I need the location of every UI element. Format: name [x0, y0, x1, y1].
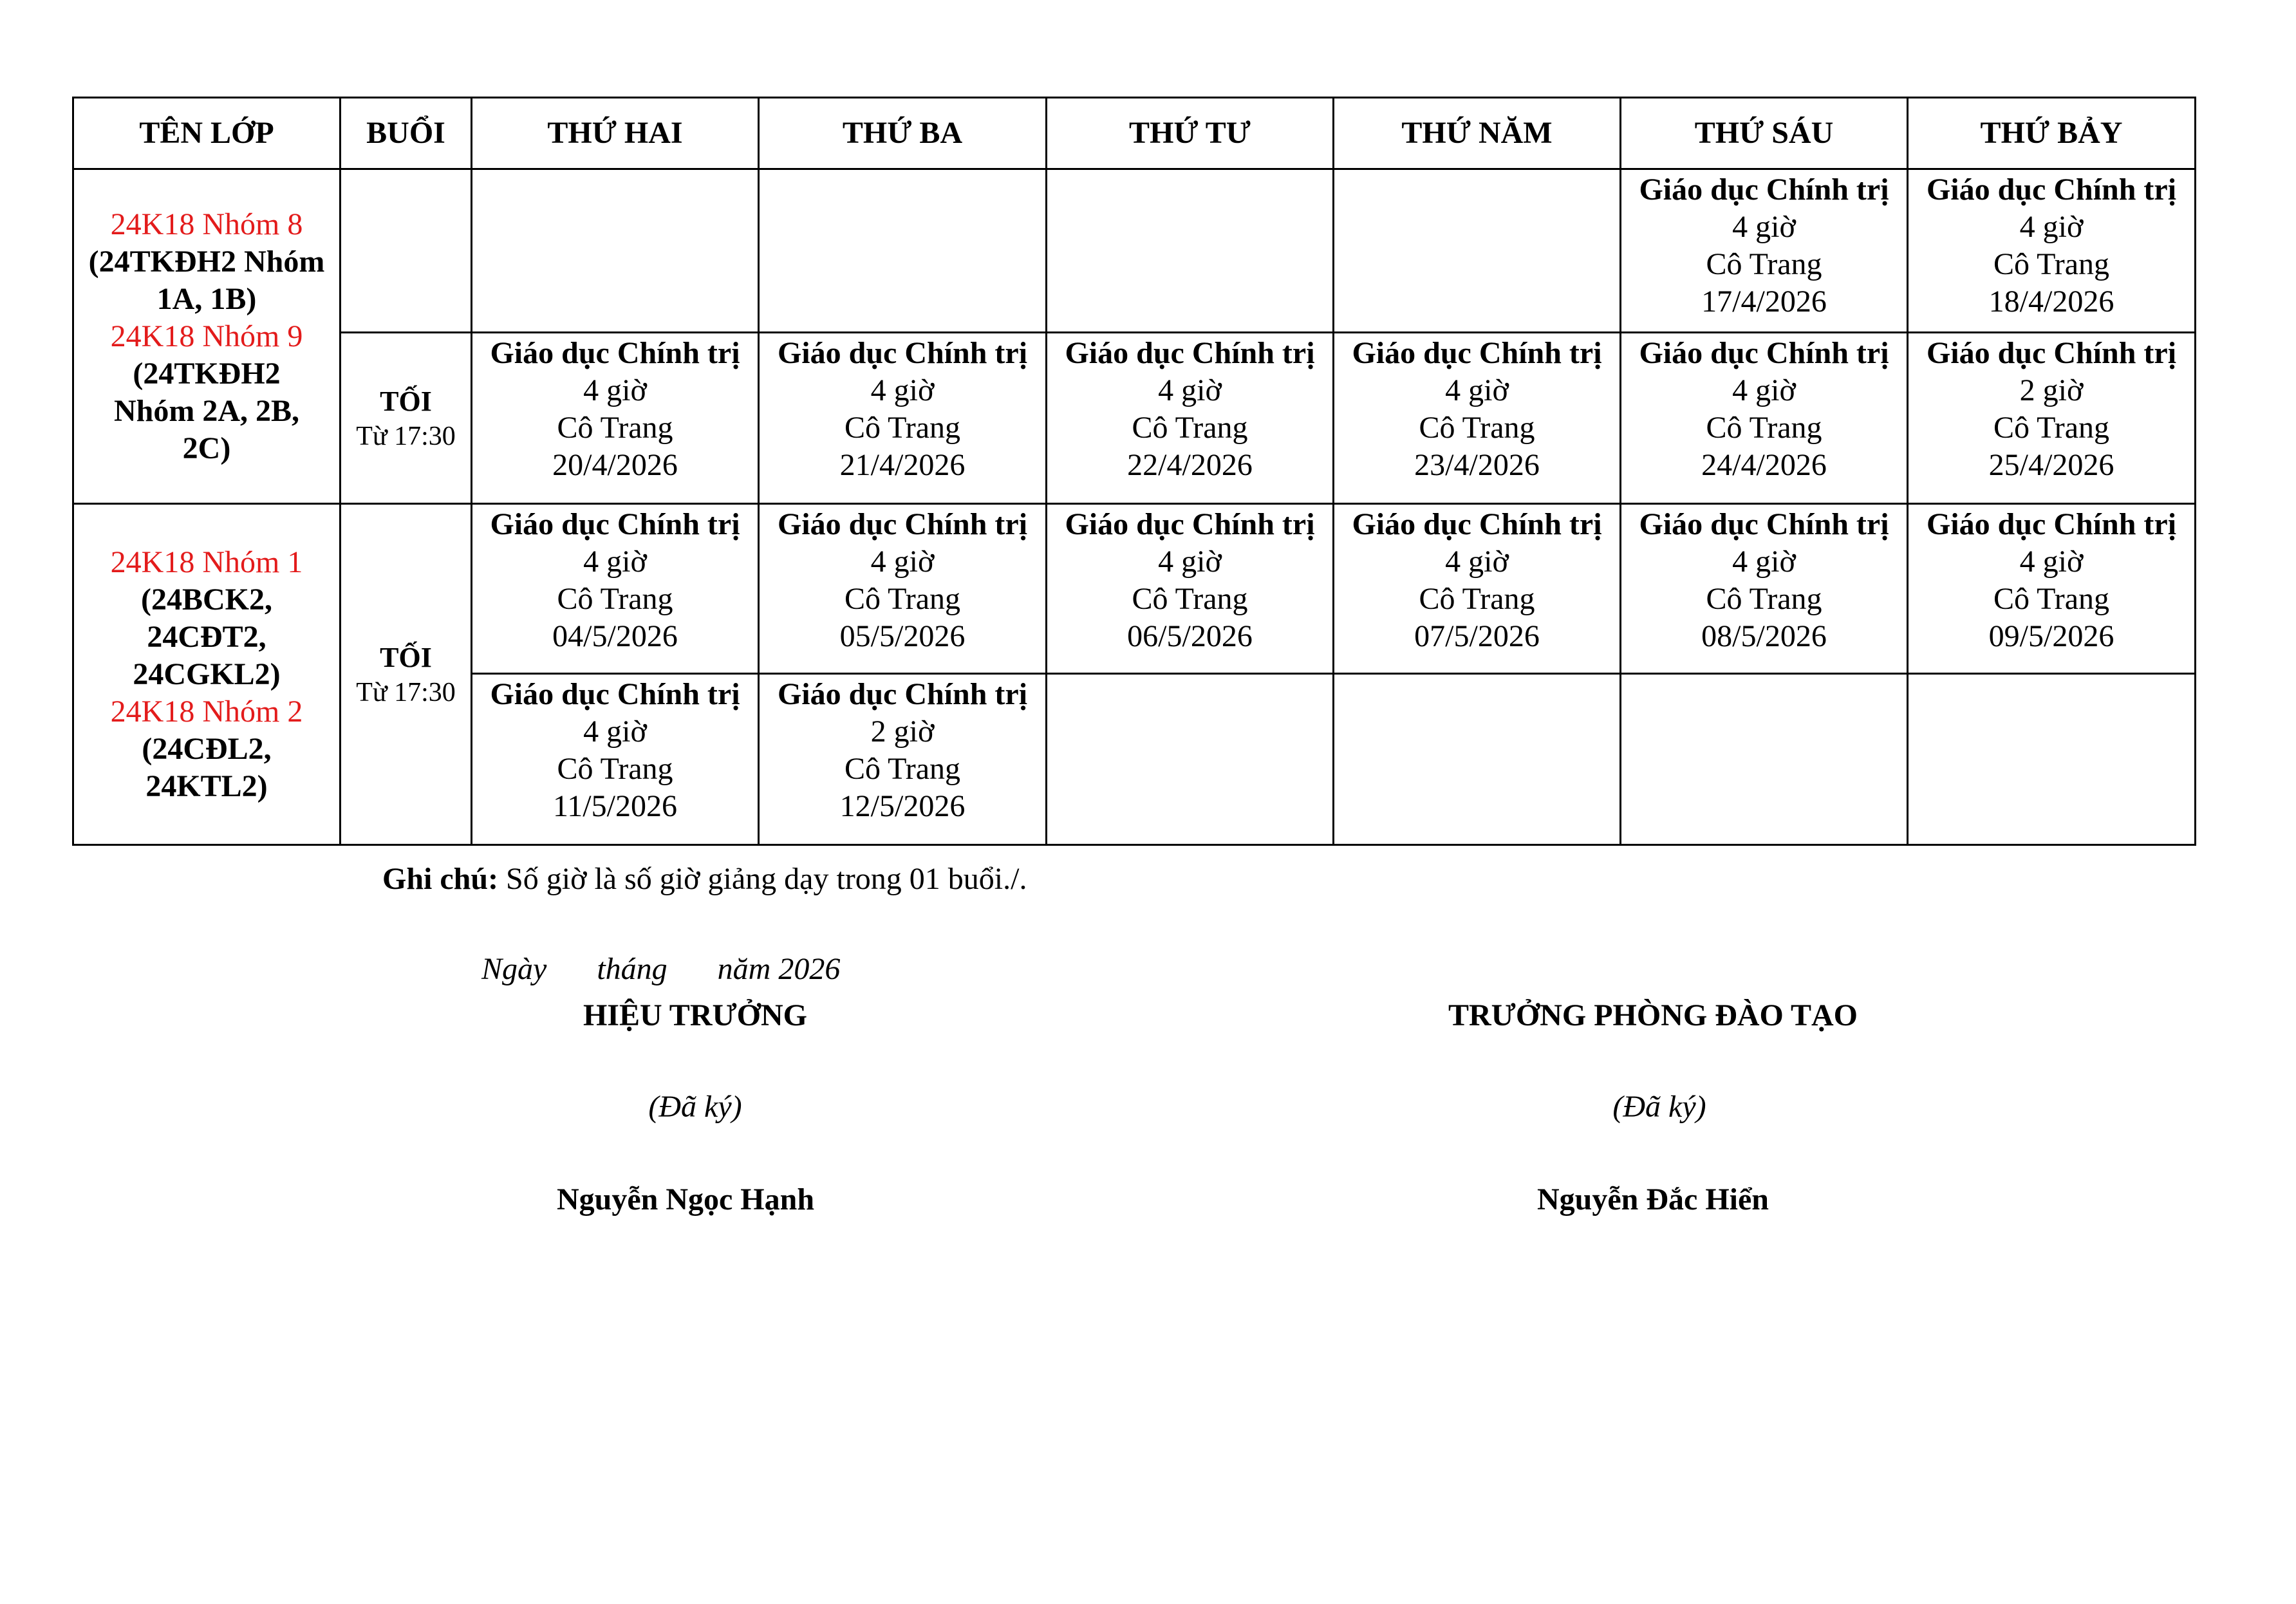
header-monday: THỨ HAI	[472, 98, 759, 169]
lesson-teacher: Cô Trang	[1132, 582, 1248, 616]
lesson-hours: 4 giờ	[2019, 545, 2084, 579]
lesson-cell	[1621, 333, 1908, 504]
class-subgroup: 24CGKL2)	[133, 657, 281, 691]
table-row	[73, 169, 2196, 333]
signature-name: Nguyễn Ngọc Hạnh	[556, 1182, 815, 1217]
signature-left	[502, 996, 888, 1219]
session-time: Từ 17:30	[356, 677, 456, 707]
lesson-cell-empty	[1908, 674, 2196, 845]
session-label: TỐI	[380, 641, 432, 673]
signature-signed: (Đã ký)	[648, 1090, 742, 1124]
lesson-cell-empty	[472, 169, 759, 333]
table-row	[73, 333, 2196, 504]
note-text: Số giờ là số giờ giảng dạy trong 01 buổi./.	[498, 862, 1027, 896]
lesson-hours: 4 giờ	[583, 714, 647, 749]
lesson-subject: Giáo dục Chính trị	[1926, 173, 2177, 207]
signature-title: TRƯỞNG PHÒNG ĐÀO TẠO	[1448, 998, 1858, 1032]
lesson-teacher: Cô Trang	[1419, 582, 1535, 616]
lesson-teacher: Cô Trang	[1132, 411, 1248, 445]
lesson-subject: Giáo dục Chính trị	[1639, 173, 1889, 207]
lesson-date: 04/5/2026	[552, 619, 678, 653]
lesson-teacher: Cô Trang	[844, 752, 961, 786]
lesson-subject: Giáo dục Chính trị	[1639, 507, 1889, 541]
lesson-cell-empty	[1047, 674, 1334, 845]
lesson-cell-empty	[1047, 169, 1334, 333]
lesson-date: 06/5/2026	[1127, 619, 1253, 653]
lesson-hours: 4 giờ	[870, 373, 935, 407]
lesson-date: 05/5/2026	[839, 619, 966, 653]
lesson-subject: Giáo dục Chính trị	[490, 677, 740, 711]
class-subgroup: (24TKĐH2 Nhóm 1A, 1B)	[88, 244, 325, 316]
lesson-date: 25/4/2026	[1988, 448, 2114, 482]
class-cell-group2	[73, 504, 341, 845]
lesson-subject: Giáo dục Chính trị	[777, 507, 1028, 541]
lesson-cell	[1047, 333, 1334, 504]
lesson-subject: Giáo dục Chính trị	[1352, 507, 1602, 541]
lesson-date: 12/5/2026	[839, 789, 966, 823]
class-cell-group1	[73, 169, 341, 504]
signature-right	[1395, 996, 1910, 1219]
lesson-cell-empty	[1334, 169, 1621, 333]
note-label: Ghi chú:	[382, 862, 499, 896]
lesson-date: 21/4/2026	[839, 448, 966, 482]
lesson-teacher: Cô Trang	[557, 582, 673, 616]
lesson-subject: Giáo dục Chính trị	[1926, 507, 2177, 541]
header-session: BUỔI	[341, 98, 472, 169]
class-name: 24K18 Nhóm 9	[110, 319, 303, 353]
lesson-date: 23/4/2026	[1414, 448, 1540, 482]
lesson-cell	[1047, 504, 1334, 674]
lesson-teacher: Cô Trang	[1993, 582, 2110, 616]
lesson-teacher: Cô Trang	[844, 582, 961, 616]
lesson-subject: Giáo dục Chính trị	[777, 677, 1028, 711]
lesson-cell	[1908, 504, 2196, 674]
date-line	[481, 951, 840, 987]
signature-signed: (Đã ký)	[1612, 1090, 1706, 1124]
lesson-cell	[472, 674, 759, 845]
header-thursday: THỨ NĂM	[1334, 98, 1621, 169]
lesson-teacher: Cô Trang	[1706, 411, 1822, 445]
session-cell-empty	[341, 169, 472, 333]
header-saturday: THỨ BẢY	[1908, 98, 2196, 169]
lesson-cell	[759, 333, 1047, 504]
lesson-teacher: Cô Trang	[1419, 411, 1535, 445]
lesson-cell-empty	[1621, 674, 1908, 845]
session-label: TỐI	[380, 385, 432, 417]
header-row	[73, 98, 2196, 169]
lesson-cell	[1908, 333, 2196, 504]
lesson-teacher: Cô Trang	[1993, 411, 2110, 445]
lesson-subject: Giáo dục Chính trị	[490, 507, 740, 541]
date-day: Ngày	[481, 952, 547, 986]
lesson-subject: Giáo dục Chính trị	[777, 336, 1028, 370]
lesson-date: 17/4/2026	[1701, 284, 1827, 319]
lesson-teacher: Cô Trang	[557, 411, 673, 445]
lesson-cell-empty	[759, 169, 1047, 333]
lesson-teacher: Cô Trang	[1706, 247, 1822, 281]
lesson-hours: 4 giờ	[1158, 373, 1222, 407]
lesson-subject: Giáo dục Chính trị	[1639, 336, 1889, 370]
header-friday: THỨ SÁU	[1621, 98, 1908, 169]
lesson-subject: Giáo dục Chính trị	[490, 336, 740, 370]
session-cell	[341, 504, 472, 845]
lesson-date: 18/4/2026	[1988, 284, 2114, 319]
class-subgroup: 24KTL2)	[145, 769, 268, 803]
lesson-hours: 4 giờ	[1732, 210, 1796, 244]
schedule-table	[72, 97, 2196, 846]
note	[382, 860, 1027, 899]
date-month: tháng	[597, 952, 667, 986]
lesson-cell	[472, 333, 759, 504]
lesson-hours: 4 giờ	[1445, 373, 1509, 407]
lesson-date: 22/4/2026	[1127, 448, 1253, 482]
lesson-hours: 4 giờ	[870, 545, 935, 579]
lesson-cell	[1621, 169, 1908, 333]
lesson-hours: 4 giờ	[1732, 373, 1796, 407]
lesson-hours: 4 giờ	[1158, 545, 1222, 579]
lesson-hours: 4 giờ	[1445, 545, 1509, 579]
date-year: năm 2026	[717, 952, 841, 986]
header-class: TÊN LỚP	[73, 98, 341, 169]
lesson-date: 20/4/2026	[552, 448, 678, 482]
lesson-teacher: Cô Trang	[1993, 247, 2110, 281]
lesson-teacher: Cô Trang	[844, 411, 961, 445]
lesson-subject: Giáo dục Chính trị	[1926, 336, 2177, 370]
lesson-teacher: Cô Trang	[1706, 582, 1822, 616]
class-subgroup: 24CĐT2,	[147, 619, 266, 654]
lesson-date: 07/5/2026	[1414, 619, 1540, 653]
header-wednesday: THỨ TƯ	[1047, 98, 1334, 169]
lesson-cell	[1908, 169, 2196, 333]
lesson-cell	[1334, 333, 1621, 504]
lesson-teacher: Cô Trang	[557, 752, 673, 786]
lesson-date: 08/5/2026	[1701, 619, 1827, 653]
lesson-hours: 2 giờ	[870, 714, 935, 749]
lesson-hours: 4 giờ	[1732, 545, 1796, 579]
class-name: 24K18 Nhóm 1	[110, 545, 303, 579]
class-subgroup: (24TKĐH2 Nhóm 2A, 2B, 2C)	[113, 356, 300, 465]
lesson-cell	[472, 504, 759, 674]
lesson-hours: 4 giờ	[583, 545, 647, 579]
lesson-date: 09/5/2026	[1988, 619, 2114, 653]
lesson-subject: Giáo dục Chính trị	[1065, 336, 1315, 370]
lesson-date: 24/4/2026	[1701, 448, 1827, 482]
lesson-cell	[759, 674, 1047, 845]
table-row	[73, 504, 2196, 674]
lesson-hours: 4 giờ	[2019, 210, 2084, 244]
lesson-subject: Giáo dục Chính trị	[1352, 336, 1602, 370]
lesson-cell	[1334, 504, 1621, 674]
lesson-subject: Giáo dục Chính trị	[1065, 507, 1315, 541]
class-subgroup: (24CĐL2,	[142, 731, 272, 766]
lesson-cell-empty	[1334, 674, 1621, 845]
class-name: 24K18 Nhóm 8	[110, 207, 303, 241]
lesson-cell	[1621, 504, 1908, 674]
lesson-hours: 4 giờ	[583, 373, 647, 407]
lesson-cell	[759, 504, 1047, 674]
lesson-hours: 2 giờ	[2019, 373, 2084, 407]
class-subgroup: (24BCK2,	[141, 582, 272, 617]
session-time: Từ 17:30	[356, 421, 456, 451]
lesson-date: 11/5/2026	[553, 789, 677, 823]
signature-name: Nguyễn Đắc Hiển	[1537, 1182, 1769, 1217]
signature-title: HIỆU TRƯỞNG	[583, 998, 808, 1032]
class-name: 24K18 Nhóm 2	[110, 694, 303, 729]
session-cell	[341, 333, 472, 504]
header-tuesday: THỨ BA	[759, 98, 1047, 169]
